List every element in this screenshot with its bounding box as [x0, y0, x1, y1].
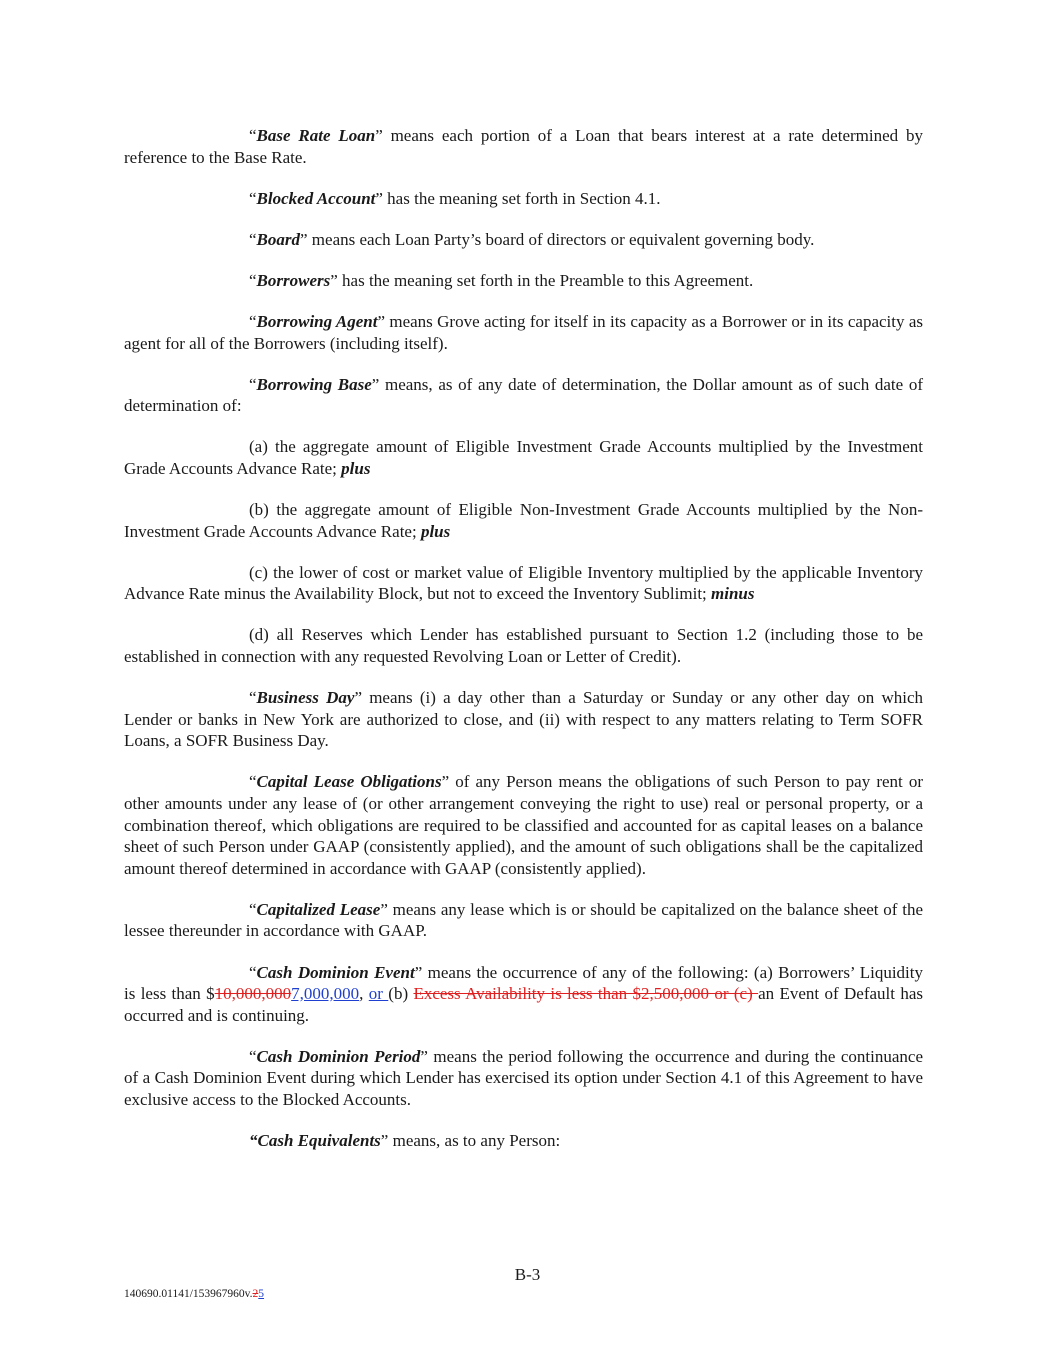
definition-text: ” has the meaning set forth in Section 4.1. [375, 188, 661, 208]
definition-text: (b) [388, 984, 414, 1004]
definition-text: ” means the period following the occurrence and during the continuance of a Cash Dominion Event during which Lender has exercised its option under Section 4.1 of this Agreement to have exclusive access to the Blocked Accounts. [124, 1046, 923, 1109]
definition-text: ” means the occurrence of any of the following: (a) Borrowers’ Liquidity is less than $ [124, 962, 923, 1004]
defined-term: Board [256, 229, 301, 249]
deleted-version: 2 [252, 1288, 259, 1300]
inserted-version: 5 [258, 1288, 265, 1300]
definition-capitalized-lease: “Capitalized Lease” means any lease which is or should be capitalized on the balance sheet of the lessee thereunder in accordance with GAAP. [124, 899, 924, 941]
deleted-text: Excess Availability is less than $2,500,000 or (c) [413, 984, 759, 1004]
borrowing-base-clause-a [124, 436, 923, 479]
inserted-text: or [368, 984, 389, 1004]
page-number: B-3 [514, 1265, 541, 1284]
definition-capital-lease-obligations: “Capital Lease Obligations” of any Person means the obligations of such Person to pay rent or other amounts under any lease of (or other arrangement conveying the right to use) real or personal property, or a combination thereof, which obligations are required to be classified and accounted for as capital leases on a balance sheet of such Person under GAAP (consistently applied), and the amount of such obligations shall be the capitalized amount thereof determined in accordance with GAAP (consistently applied). [124, 772, 923, 878]
defined-term: Cash Dominion Period [256, 1046, 421, 1066]
defined-term: Business Day [256, 688, 355, 708]
clause-text: (d) all Reserves which Lender has established pursuant to Section 1.2 (including those to be established in connection with any requested Revolving Loan or Letter of Credit). [124, 625, 923, 666]
defined-term: Cash Dominion Event [256, 962, 415, 982]
borrowing-base-clause-b [124, 499, 923, 542]
defined-term: “Cash Equivalents [249, 1131, 381, 1151]
definition-text: ” means any lease which is or should be capitalized on the balance sheet of the lessee thereunder in accordance with GAAP. [124, 899, 924, 941]
document-page [124, 125, 923, 1171]
definition-text: ” means each Loan Party’s board of directors or equivalent governing body. [300, 229, 815, 249]
borrowing-base-clause-d [124, 624, 923, 667]
definition-text: an Event of Default has occurred and is continuing. [124, 984, 924, 1025]
borrowing-base-clause-c [124, 562, 923, 605]
definition-text: , [359, 984, 369, 1004]
defined-term: Borrowing Base [256, 374, 372, 394]
definition-blocked-account: “Blocked Account” has the meaning set forth in Section 4.1. [249, 188, 661, 208]
definition-cash-equivalents [124, 1130, 923, 1152]
definition-borrowing-agent: “Borrowing Agent” means Grove acting for itself in its capacity as a Borrower or in its capacity as agent for all of the Borrowers (including itself). [124, 311, 923, 353]
clause-conjunction: plus [341, 458, 371, 478]
defined-term: Capital Lease Obligations [256, 772, 442, 792]
inserted-text: 7,000,000 [291, 984, 360, 1004]
definition-text: ” means Grove acting for itself in its capacity as a Borrower or in its capacity as agent for all of the Borrowers (including itself). [124, 311, 923, 353]
definition-text: ” means each portion of a Loan that bears interest at a rate determined by reference to the Base Rate. [124, 126, 923, 167]
definition-cash-dominion-period: “Cash Dominion Period” means the period following the occurrence and during the continuance of a Cash Dominion Event during which Lender has exercised its option under Section 4.1 of this Agreement to have exclusive access to the Blocked Accounts. [124, 1046, 923, 1109]
definition-board: “Board” means each Loan Party’s board of directors or equivalent governing body. [249, 229, 815, 249]
definition-text: ” has the meaning set forth in the Preamble to this Agreement. [330, 270, 754, 290]
definition-base-rate-loan: “Base Rate Loan” means each portion of a Loan that bears interest at a rate determined by reference to the Base Rate. [124, 126, 923, 167]
clause-text: (c) the lower of cost or market value of Eligible Inventory multiplied by the applicable Inventory Advance Rate minus the Availability Block, but not to exceed the Inventory Sublimit; [124, 562, 923, 604]
clause-text: (b) the aggregate amount of Eligible Non-Investment Grade Accounts multiplied by the Non-Investment Grade Accounts Advance Rate; [124, 500, 923, 541]
definition-business-day: “Business Day” means (i) a day other than a Saturday or Sunday or any other day on which Lender or banks in New York are authorized to close, and (ii) with respect to any matters relating to Term SOFR Loans, a SOFR Business Day. [124, 688, 923, 751]
definition-cash-dominion-event: “Cash Dominion Event” means the occurrence of any of the following: (a) Borrowers’ Liquidity is less than $10,000,0007,000,000, or (b) Excess Availability is less than $2,500,000 or (c) an Event of Default has occurred and is continuing. [124, 962, 924, 1025]
definition-text: ” of any Person means the obligations of such Person to pay rent or other amounts under any lease of (or other arrangement conveying the right to use) real or personal property, or a combination thereof, which obligations are required to be classified and accounted for as capital leases on a balance sheet of such Person under GAAP (consistently applied), and the amount of such obligations shall be the capitalized amount thereof determined in accordance with GAAP (consistently applied). [124, 772, 923, 878]
clause-text: (a) the aggregate amount of Eligible Investment Grade Accounts multiplied by the Investment Grade Accounts Advance Rate; [124, 437, 923, 478]
document-id: 140690.01141/153967960v.25 [124, 1288, 265, 1300]
definition-text: ” means, as of any date of determination, the Dollar amount as of such date of determination of: [124, 374, 923, 416]
defined-term: Capitalized Lease [256, 899, 381, 919]
defined-term: Blocked Account [256, 188, 376, 208]
definition-borrowers: “Borrowers” has the meaning set forth in the Preamble to this Agreement. [249, 270, 754, 290]
clause-conjunction: minus [711, 584, 755, 604]
defined-term: Borrowers [256, 270, 331, 290]
definition-borrowing-base: “Borrowing Base” means, as of any date of determination, the Dollar amount as of such date of determination of: [124, 374, 923, 416]
definition-text: ” means, as to any Person: [380, 1131, 561, 1151]
definition-text: ” means (i) a day other than a Saturday or Sunday or any other day on which Lender or banks in New York are authorized to close, and (ii) with respect to any matters relating to Term SOFR Loans, a SOFR Business Day. [124, 688, 923, 751]
clause-conjunction: plus [420, 521, 451, 541]
defined-term: Base Rate Loan [256, 126, 376, 145]
deleted-text: 10,000,000 [214, 984, 292, 1004]
defined-term: Borrowing Agent [256, 311, 378, 331]
